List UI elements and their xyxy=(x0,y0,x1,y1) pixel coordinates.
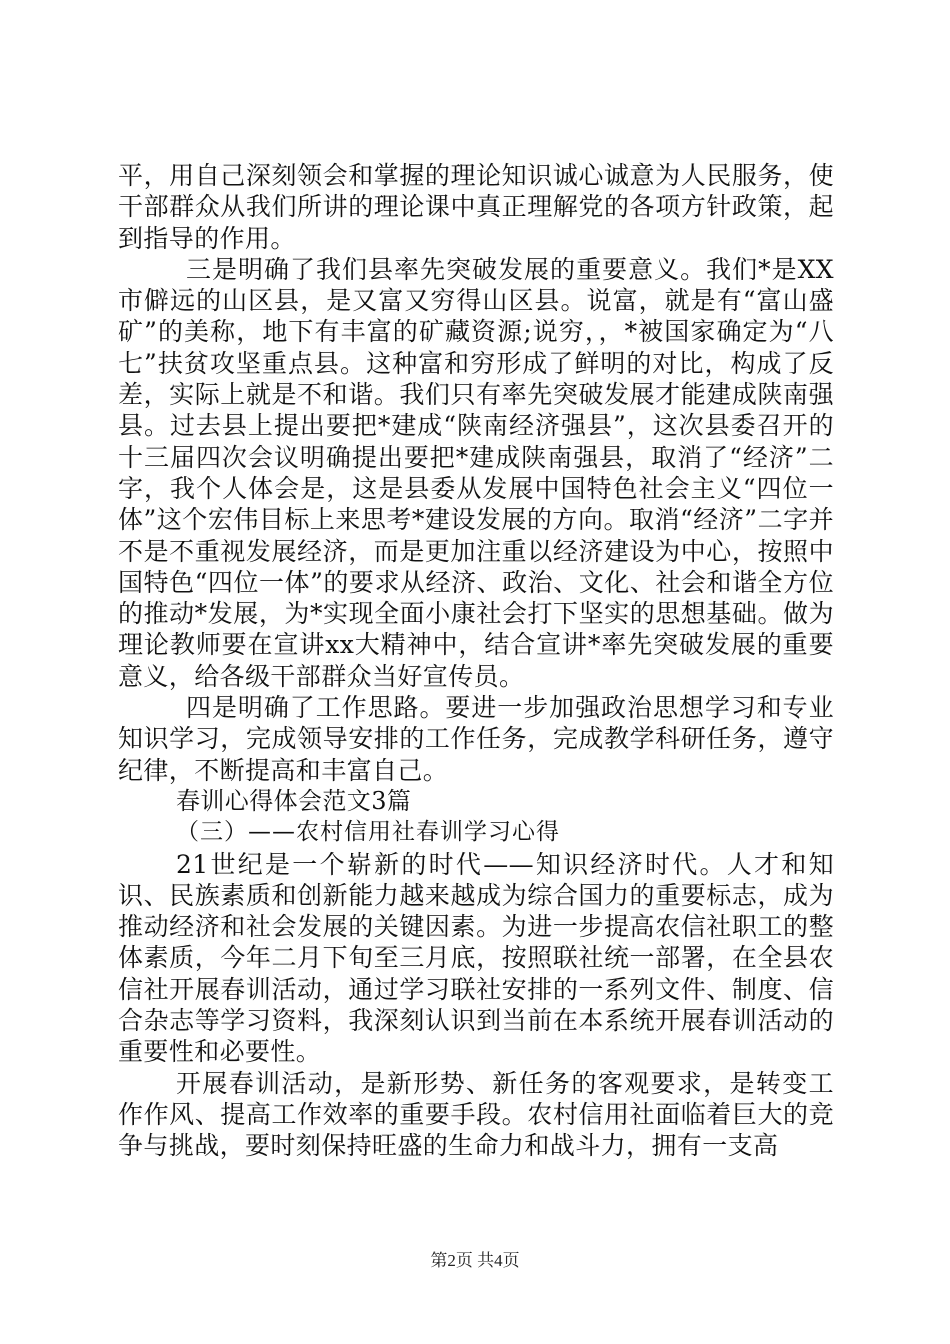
paragraph-significance: 开展春训活动，是新形势、新任务的客观要求，是转变工作作风、提高工作效率的重要手段。农村信用社面临着巨大的竞争与挑战，要时刻保持旺盛的生命力和战斗力，拥有一支高 xyxy=(118,1068,834,1161)
section-subheading: （三）——农村信用社春训学习心得 xyxy=(176,819,560,846)
document-body xyxy=(118,160,834,1162)
paragraph-intro: 21世纪是一个崭新的时代——知识经济时代。人才和知识、民族素质和创新能力越来越成为综合国力的重要标志，成为推动经济和社会发展的关键因素。为进一步提高农信社职工的整体素质，今年二月下旬至三月底，按照联社统一部署，在全县农信社开展春训活动，通过学习联社安排的一系列文件、制度、信合杂志等学习资料，我深刻认识到当前在本系统开展春训活动的重要性和必要性。 xyxy=(118,849,834,1067)
paragraph-point-three: 三是明确了我们县率先突破发展的重要意义。我们*是XX市僻远的山区县，是又富又穷得山区县。说富，就是有“富山盛矿”的美称，地下有丰富的矿藏资源;说穷，，*被国家确定为“八七”扶贫攻坚重点县。这种富和穷形成了鲜明的对比，构成了反差，实际上就是不和谐。我们只有率先突破发展才能建成陕南强县。过去县上提出要把*建成“陕南经济强县”，这次县委召开的十三届四次会议明确提出要把*建成陕南强县，取消了“经济”二字，我个人体会是，这是县委从发展中国特色社会主义“四位一体”这个宏伟目标上来思考*建设发展的方向。取消“经济”二字并不是不重视发展经济，而是更加注重以经济建设为中心，按照中国特色“四位一体”的要求从经济、政治、文化、社会和谐全方位的推动*发展，为*实现全面小康社会打下坚实的思想基础。做为理论教师要在宣讲xx大精神中，结合宣讲*率先突破发展的重要意义，给各级干部群众当好宣传员。 xyxy=(118,254,834,691)
section-heading: 春训心得体会范文3篇 xyxy=(176,786,412,815)
paragraph-continuation: 平，用自己深刻领会和掌握的理论知识诚心诚意为人民服务，使干部群众从我们所讲的理论课中真正理解党的各项方针政策，起到指导的作用。 xyxy=(118,161,834,253)
page-footer: 第2页 共4页 xyxy=(430,1251,520,1270)
paragraph-point-four: 四是明确了工作思路。要进一步加强政治思想学习和专业知识学习，完成领导安排的工作任务，完成教学科研任务，遵守纪律，不断提高和丰富自己。 xyxy=(118,693,834,785)
